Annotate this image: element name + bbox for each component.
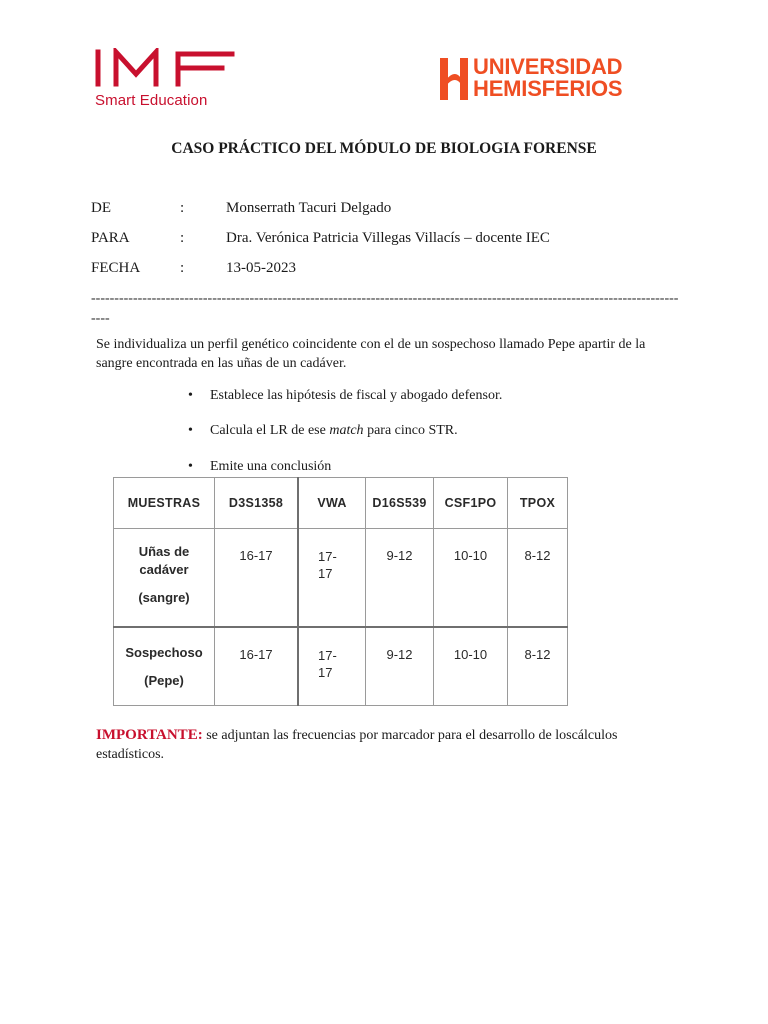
sample-name-line: Sospechoso <box>125 645 203 660</box>
allele-value: 10-10 <box>453 647 488 662</box>
sample-name-line: (Pepe) <box>144 673 184 688</box>
allele-value: 9-12 <box>386 548 413 563</box>
imf-tagline: Smart Education <box>95 92 208 109</box>
list-item-text: Calcula el LR de ese match para cinco STR. <box>210 423 458 438</box>
header-csf1po: CSF1PO <box>434 478 508 529</box>
important-label: IMPORTANTE: <box>96 727 203 743</box>
meta-label: DE <box>91 200 111 216</box>
cell-d3s1358 <box>215 627 299 706</box>
header-tpox: TPOX <box>508 478 568 529</box>
meta-value: Monserrath Tacuri Delgado <box>226 200 392 216</box>
cell-vwa <box>298 529 366 628</box>
universidad-hemisferios-logo <box>440 56 660 104</box>
str-profile-table <box>113 477 568 706</box>
cell-vwa <box>298 627 366 706</box>
meta-colon: : <box>180 200 185 216</box>
sample-name-line: (sangre) <box>138 590 190 605</box>
table-row <box>114 627 568 706</box>
header-muestras: MUESTRAS <box>114 478 215 529</box>
cell-d3s1358 <box>215 529 299 628</box>
allele-value: 9-12 <box>386 647 413 662</box>
header-vwa: VWA <box>298 478 366 529</box>
separator-line: ---------------------------------------------------------------------------------------------------------------------------------- <box>91 291 679 326</box>
important-text: se adjuntan las frecuencias por marcador para el desarrollo de loscálculos estadísticos. <box>96 728 618 762</box>
sample-cell <box>114 529 215 628</box>
header-d3s1358: D3S1358 <box>215 478 299 529</box>
allele-value: 17- 17 <box>318 549 337 581</box>
table-header-row <box>114 478 568 529</box>
allele-value: 16-17 <box>239 548 273 563</box>
hemisferios-h-icon <box>440 58 468 100</box>
bullet-icon: • <box>188 388 193 403</box>
meta-value: 13-05-2023 <box>226 260 296 276</box>
important-note <box>96 726 676 764</box>
sample-cell <box>114 627 215 706</box>
imf-logo <box>94 48 244 114</box>
allele-value: 8-12 <box>524 548 551 563</box>
sample-name-line: cadáver <box>139 562 189 577</box>
meta-colon: : <box>180 260 185 276</box>
wordmark-line1: UNIVERSIDAD <box>473 54 623 79</box>
cell-tpox <box>508 529 568 628</box>
header-d16s539: D16S539 <box>366 478 434 529</box>
table-row <box>114 529 568 628</box>
cell-tpox <box>508 627 568 706</box>
document-title: CASO PRÁCTICO DEL MÓDULO DE BIOLOGIA FORENSE <box>171 140 597 157</box>
allele-value: 17- 17 <box>318 648 337 680</box>
meta-label: FECHA <box>91 260 141 276</box>
imf-letters-icon <box>94 48 236 88</box>
meta-colon: : <box>180 230 185 246</box>
sample-name-line: Uñas de <box>138 544 190 559</box>
list-item-text: Establece las hipótesis de fiscal y abogado defensor. <box>210 388 503 403</box>
emphasis-match: match <box>329 423 364 438</box>
cell-csf1po <box>434 529 508 628</box>
cell-csf1po <box>434 627 508 706</box>
meta-value: Dra. Verónica Patricia Villegas Villacís – docente IEC <box>226 230 550 246</box>
bullet-icon: • <box>188 459 193 474</box>
allele-value: 8-12 <box>524 647 551 662</box>
allele-value: 10-10 <box>453 548 488 563</box>
cell-d16s539 <box>366 627 434 706</box>
cell-d16s539 <box>366 529 434 628</box>
wordmark-line2: HEMISFERIOS <box>473 76 623 101</box>
allele-value: 16-17 <box>239 647 273 662</box>
intro-paragraph: Se individualiza un perfil genético coincidente con el de un sospechoso llamado Pepe apartir de la sangre encontrada en las uñas de un cadáver. <box>96 337 646 371</box>
bullet-icon: • <box>188 423 193 438</box>
list-item-text: Emite una conclusión <box>210 459 332 474</box>
universidad-hemisferios-wordmark <box>473 56 622 100</box>
meta-label: PARA <box>91 230 130 246</box>
